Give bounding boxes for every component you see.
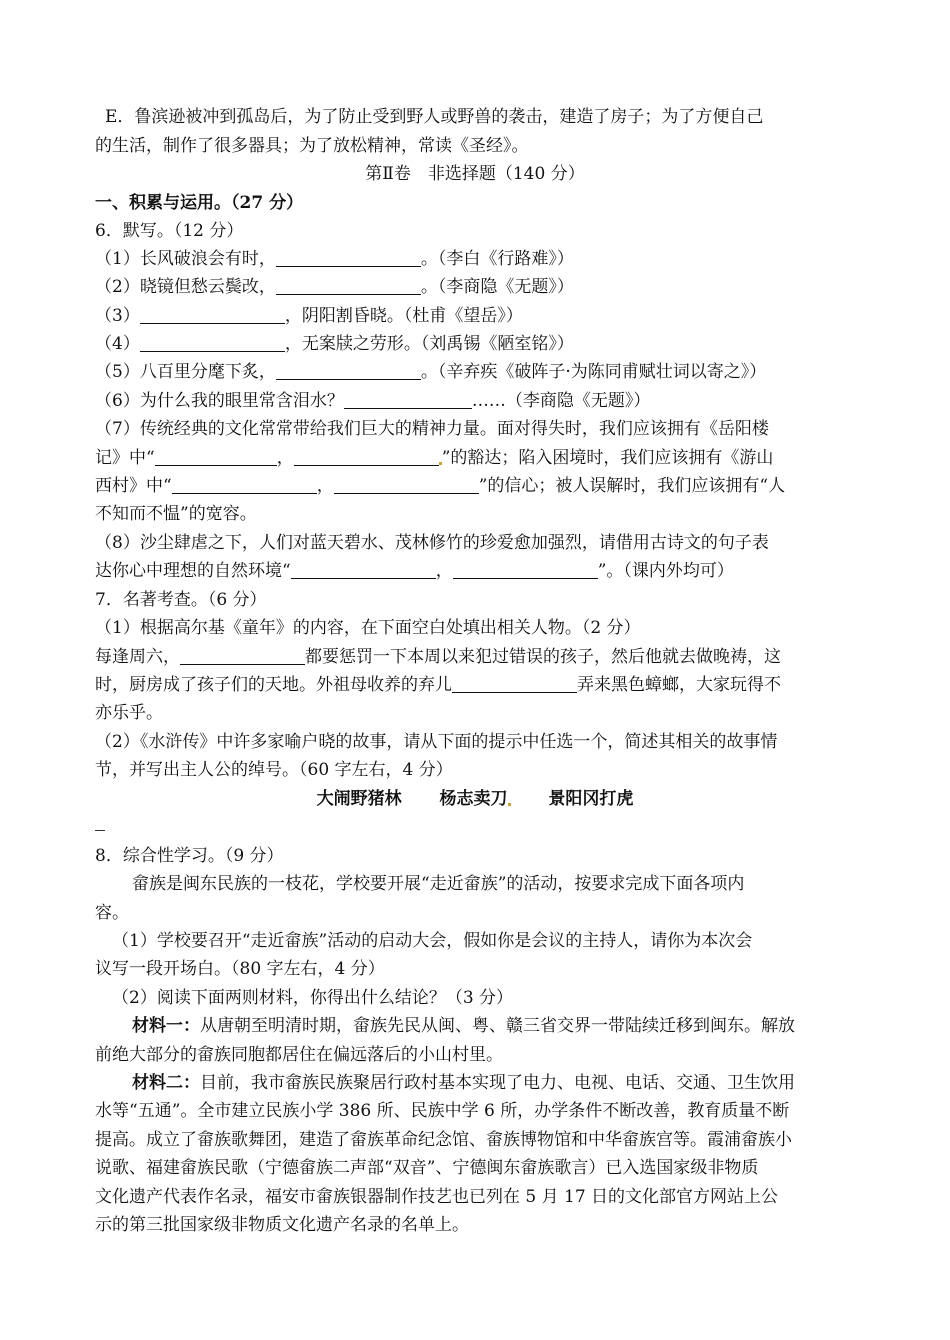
material-1-line-1 xyxy=(132,1012,902,1040)
answer-blank[interactable] xyxy=(180,646,305,665)
answer-blank[interactable] xyxy=(334,475,479,494)
option-e-line-1: E．鲁滨逊被冲到孤岛后，为了防止受到野人或野兽的袭击，建造了房子；为了方便自己 xyxy=(105,107,764,127)
q7-2-line-2: 节，并写出主人公的绰号。（60 字左右，4 分） xyxy=(95,760,453,780)
answer-blank[interactable] xyxy=(276,276,421,295)
q8-1-line-2: 议写一段开场白。（80 字左右，4 分） xyxy=(95,959,385,979)
answer-blank[interactable] xyxy=(453,560,598,579)
q8-1-line-1: （1）学校要召开“走近畲族”活动的启动大会，假如你是会议的主持人，请你为本次会 xyxy=(112,931,753,951)
q7-1-text: 时，厨房成了孩子们的天地。外祖母收养的弃儿 xyxy=(95,675,452,695)
q6-8-comma: ， xyxy=(435,561,453,581)
section-heading: 一、积累与运用。（27 分） xyxy=(95,193,304,213)
material-1-label: 材料一： xyxy=(132,1016,200,1036)
q6-2-text: （2）晓镜但愁云鬓改， xyxy=(95,277,276,297)
material-2-line-1 xyxy=(132,1069,902,1097)
q6-item-3 xyxy=(95,302,865,330)
q6-7-line-2 xyxy=(95,444,865,472)
question-7-title: 7．名著考查。（6 分） xyxy=(95,590,267,610)
answer-blank[interactable] xyxy=(276,248,421,267)
q6-7-line-1: （7）传统经典的文化常常带给我们巨大的精神力量。面对得失时，我们应该拥有《岳阳楼 xyxy=(95,419,769,439)
answer-blank[interactable] xyxy=(140,333,285,352)
q6-8-line-1: （8）沙尘肆虐之下，人们对蓝天碧水、茂林修竹的珍爱愈加强烈，请借用古诗文的句子表 xyxy=(95,533,769,553)
q7-2-line-1: （2）《水浒传》中许多家喻户晓的故事，请从下面的提示中任选一个，简述其相关的故事情 xyxy=(95,732,778,752)
material-2-line-2: 水等“五通”。全市建立民族小学 386 所、民族中学 6 所，办学条件不断改善，教育质量不断 xyxy=(95,1101,790,1121)
q7-1-prompt: （1）根据高尔基《童年》的内容，在下面空白处填出相关人物。（2 分） xyxy=(95,618,641,638)
q6-7-comma: ， xyxy=(316,476,334,496)
option-2: 杨志卖刀 xyxy=(439,789,508,809)
q6-4-text: ，无案牍之劳形。（刘禹锡《陋室铭》） xyxy=(284,334,574,354)
material-1-line-2: 前绝大部分的畲族同胞都居住在偏远落后的小山村里。 xyxy=(95,1045,503,1065)
answer-blank[interactable] xyxy=(294,447,439,466)
q7-1-text: 每逢周六， xyxy=(95,647,180,667)
q6-8-text: ”。（课内外均可） xyxy=(597,561,734,581)
q6-1-text: （1）长风破浪会有时， xyxy=(95,249,276,269)
q8-intro-line-2: 容。 xyxy=(95,903,129,923)
q6-7-line-3 xyxy=(95,472,865,500)
q6-4-num: （4） xyxy=(95,334,140,354)
answer-blank[interactable] xyxy=(291,560,436,579)
q8-2-prompt: （2）阅读下面两则材料，你得出什么结论？（3 分） xyxy=(112,988,514,1008)
q6-6-text: （6）为什么我的眼里常含泪水？ xyxy=(95,391,344,411)
story-options xyxy=(0,785,950,813)
q6-5-text: （5）八百里分麾下炙， xyxy=(95,362,276,382)
answer-blank[interactable] xyxy=(155,447,277,466)
option-e-line-2: 的生活，制作了很多器具；为了放松精神，常读《圣经》。 xyxy=(95,136,529,156)
q7-1-line-2 xyxy=(95,671,865,699)
q6-3-num: （3） xyxy=(95,306,140,326)
answer-blank[interactable] xyxy=(172,475,317,494)
question-8-title: 8．综合性学习。（9 分） xyxy=(95,846,284,866)
q6-8-line-2 xyxy=(95,557,865,585)
q7-1-text: 都要惩罚一下本周以来犯过错误的孩子，然后他就去做晚祷，这 xyxy=(305,647,781,667)
question-6-title: 6．默写。（12 分） xyxy=(95,221,244,241)
q6-item-4 xyxy=(95,330,865,358)
q7-1-line-3: 亦乐乎。 xyxy=(95,703,163,723)
q6-7-comma: ， xyxy=(276,448,294,468)
q6-item-1 xyxy=(95,245,865,273)
option-1: 大闹野猪林 xyxy=(316,789,402,809)
q6-7-text: ”的信心；被人误解时，我们应该拥有“人 xyxy=(478,476,786,496)
q6-item-2 xyxy=(95,273,865,301)
q6-3-text: ，阴阳割昏晓。（杜甫《望岳》） xyxy=(284,306,523,326)
stray-mark xyxy=(508,803,511,806)
answer-blank[interactable] xyxy=(452,674,577,693)
q6-7-text: 西村》中“ xyxy=(95,476,172,496)
q6-6-source: ……（李商隐《无题》） xyxy=(471,391,651,411)
stray-dash xyxy=(95,830,105,831)
material-2-line-4: 说歌、福建畲族民歌（宁德畲族二声部“双音”、宁德闽东畲族歌言）已入选国家级非物质 xyxy=(95,1158,759,1178)
q7-1-line-1 xyxy=(95,643,865,671)
q6-item-5 xyxy=(95,358,865,386)
q6-8-text: 达你心中理想的自然环境“ xyxy=(95,561,291,581)
material-1-text: 从唐朝至明清时期，畲族先民从闽、粤、赣三省交界一带陆续迁移到闽东。解放 xyxy=(200,1016,795,1036)
answer-blank[interactable] xyxy=(344,390,472,409)
q6-7-line-4: 不知而不愠”的宽容。 xyxy=(95,504,257,524)
q8-intro-line-1: 畲族是闽东民族的一枝花，学校要开展“走近畲族”的活动，按要求完成下面各项内 xyxy=(132,874,745,894)
material-2-line-6: 示的第三批国家级非物质文化遗产名录的名单上。 xyxy=(95,1215,469,1235)
material-2-line-3: 提高。成立了畲族歌舞团，建造了畲族革命纪念馆、畲族博物馆和中华畲族宫等。霞浦畲族小 xyxy=(95,1130,792,1150)
answer-blank[interactable] xyxy=(140,305,285,324)
material-2-line-5: 文化遗产代表作名录，福安市畲族银器制作技艺也已列在 5 月 17 日的文化部官方网站上公 xyxy=(95,1187,779,1207)
q6-2-source: 。（李商隐《无题》） xyxy=(420,277,574,297)
q7-1-text: 弄来黑色蟑螂，大家玩得不 xyxy=(577,675,781,695)
material-2-label: 材料二： xyxy=(132,1073,200,1093)
q6-item-6 xyxy=(95,387,865,415)
volume-title: 第Ⅱ卷 非选择题（140 分） xyxy=(365,164,585,184)
q6-7-text: 记》中“ xyxy=(95,448,155,468)
q6-1-source: 。（李白《行路难》） xyxy=(420,249,574,269)
q6-5-source: 。（辛弃疾《破阵子·为陈同甫赋壮词以寄之》） xyxy=(420,362,767,382)
option-3: 景阳冈打虎 xyxy=(548,789,634,809)
material-2-text: 目前，我市畲族民族聚居行政村基本实现了电力、电视、电话、交通、卫生饮用 xyxy=(200,1073,795,1093)
q6-7-text: ”的豁达；陷入困境时，我们应该拥有《游山 xyxy=(441,448,774,468)
answer-blank[interactable] xyxy=(276,361,421,380)
